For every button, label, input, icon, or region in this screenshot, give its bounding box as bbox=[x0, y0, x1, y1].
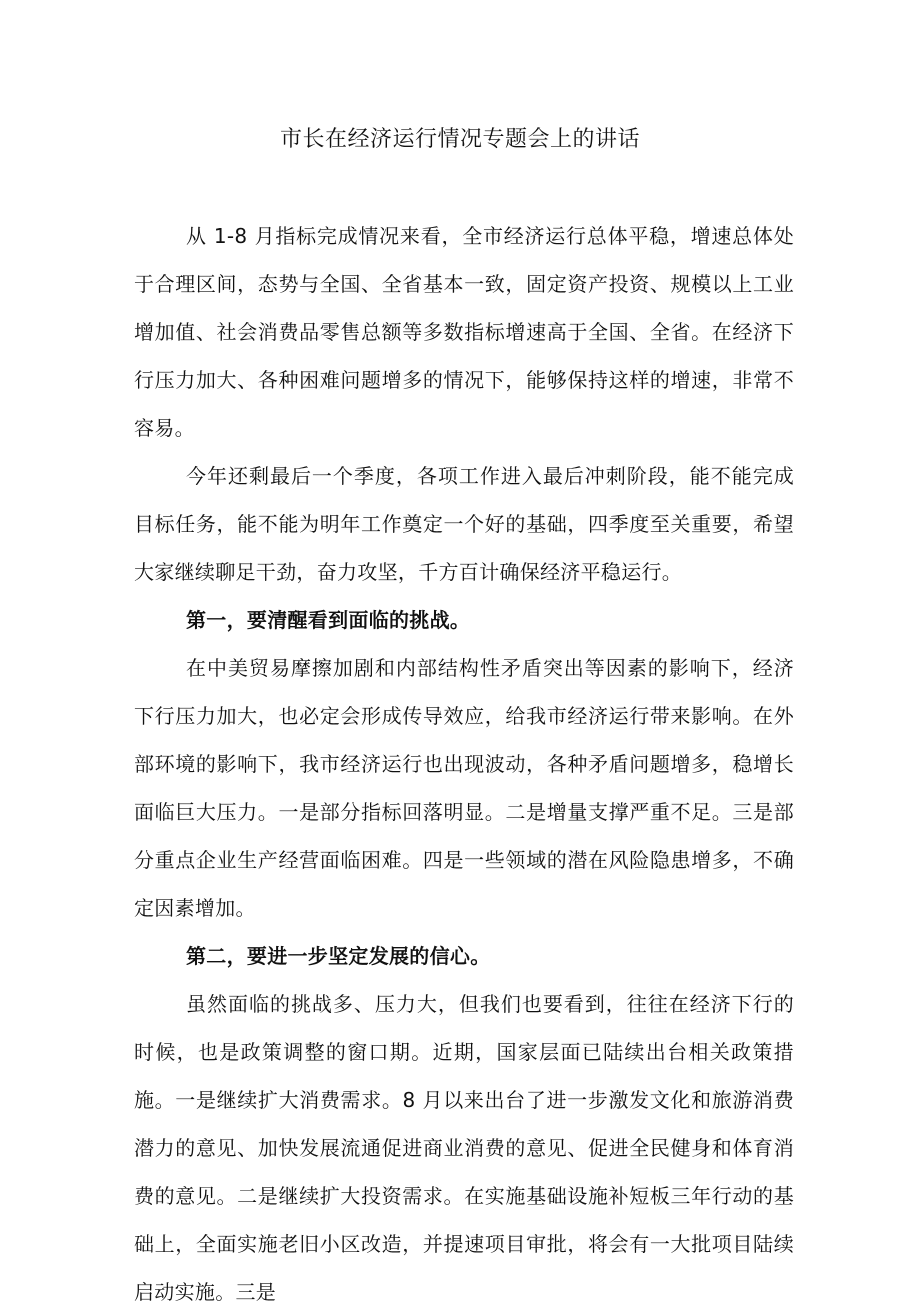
document-body bbox=[134, 212, 794, 1316]
paragraph-indicators: 从 1-8 月指标完成情况来看，全市经济运行总体平稳，增速总体处于合理区间，态势与全国、全省基本一致，固定资产投资、规模以上工业增加值、社会消费品零售总额等多数指标增速高于全国、全省。在经济下行压力加大、各种困难问题增多的情况下，能够保持这样的增速，非常不容易。 bbox=[134, 224, 794, 440]
section-heading-challenges: 第一，要清醒看到面临的挑战。 bbox=[186, 608, 471, 632]
paragraph-confidence: 虽然面临的挑战多、压力大，但我们也要看到，往往在经济下行的时候，也是政策调整的窗口期。近期，国家层面已陆续出台相关政策措施。一是继续扩大消费需求。8 月以来出台了进一步激发文化和旅游消费潜力的意见、加快发展流通促进商业消费的意见、促进全民健身和体育消费的意见。二是继续扩大投资需求。在实施基础设施补短板三年行动的基础上，全面实施老旧小区改造，并提速项目审批，将会有一大批项目陆续启动实施。三是 bbox=[134, 992, 794, 1304]
paragraph-fourth-quarter: 今年还剩最后一个季度，各项工作进入最后冲刺阶段，能不能完成目标任务，能不能为明年工作奠定一个好的基础，四季度至关重要，希望大家继续聊足干劲，奋力攻坚，千方百计确保经济平稳运行。 bbox=[134, 464, 794, 584]
paragraph-challenges: 在中美贸易摩擦加剧和内部结构性矛盾突出等因素的影响下，经济下行压力加大，也必定会形成传导效应，给我市经济运行带来影响。在外部环境的影响下，我市经济运行也出现波动，各种矛盾问题增多，稳增长面临巨大压力。一是部分指标回落明显。二是增量支撑严重不足。三是部分重点企业生产经营面临困难。四是一些领域的潜在风险隐患增多，不确定因素增加。 bbox=[134, 656, 794, 920]
section-heading-confidence: 第二，要进一步坚定发展的信心。 bbox=[186, 944, 491, 968]
document-title: 市长在经济运行情况专题会上的讲话 bbox=[279, 127, 640, 152]
